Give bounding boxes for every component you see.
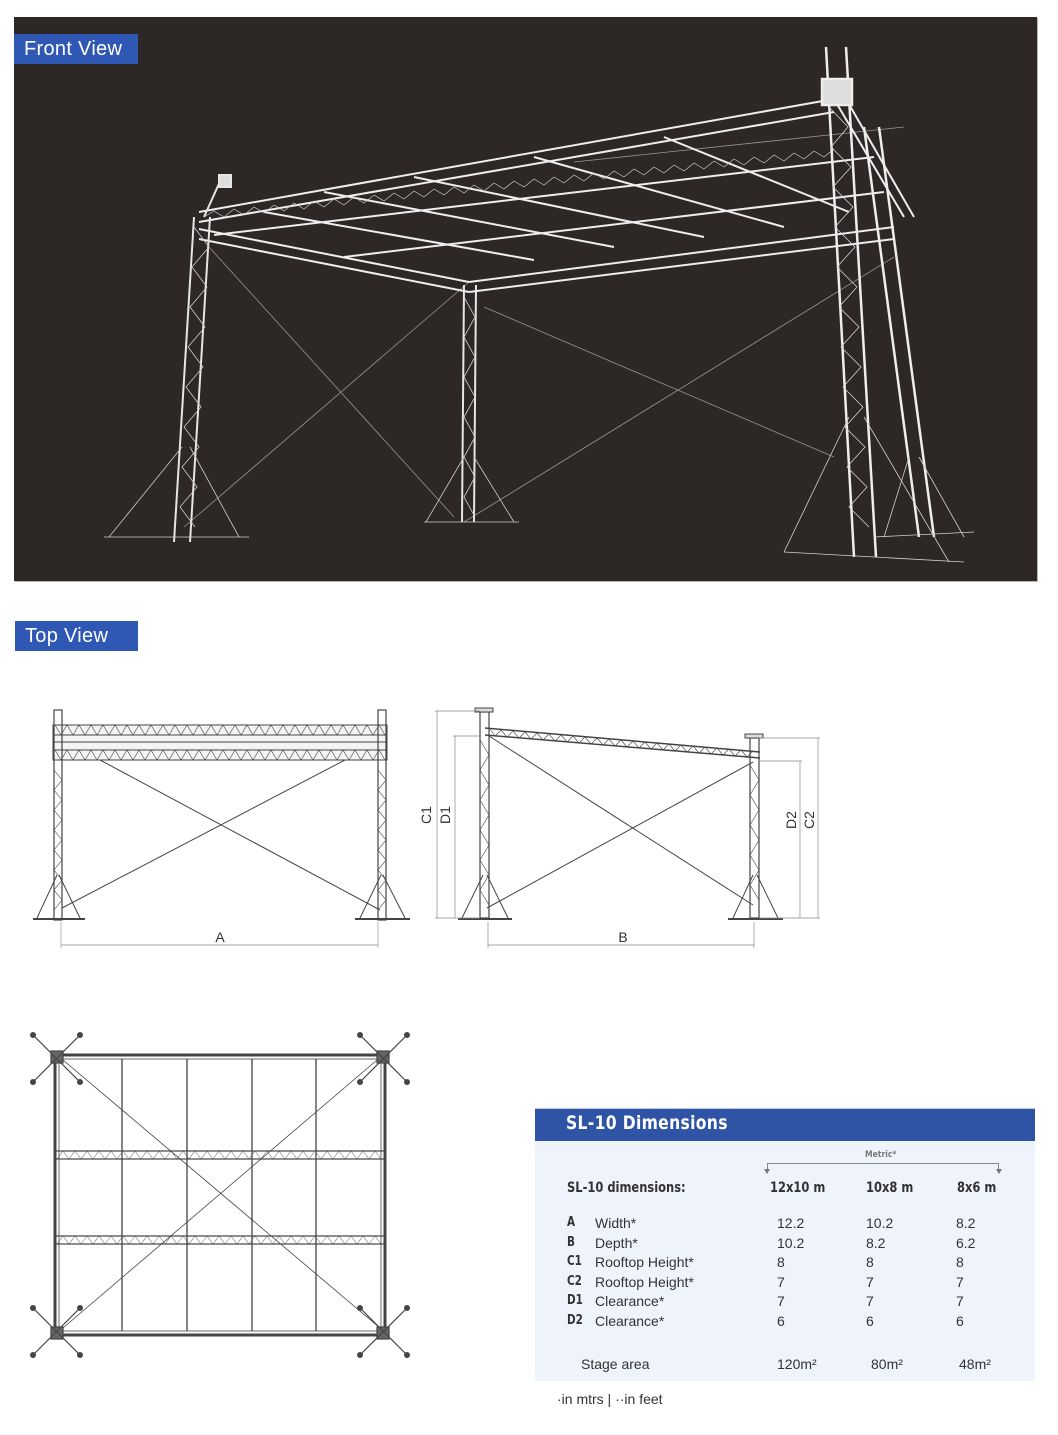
stage-area-row bbox=[535, 1356, 1035, 1376]
column-header: 12x10 m bbox=[770, 1180, 826, 1196]
cell-value: 7 bbox=[956, 1274, 964, 1290]
truss-stage-render bbox=[14, 17, 1037, 581]
arrow-down-icon bbox=[764, 1169, 770, 1174]
table-row bbox=[535, 1293, 1035, 1313]
cell-value: 7 bbox=[866, 1274, 874, 1290]
units-footnote: ·in mtrs | ··in feet bbox=[557, 1391, 663, 1407]
metric-label: Metric* bbox=[865, 1150, 897, 1160]
table-row bbox=[535, 1254, 1035, 1274]
dimension-label-d2: D2 bbox=[783, 811, 799, 829]
cell-value: 6 bbox=[866, 1313, 874, 1329]
cell-value: 6 bbox=[777, 1313, 785, 1329]
table-row bbox=[535, 1215, 1035, 1235]
row-label: Width* bbox=[595, 1215, 637, 1231]
row-code: B bbox=[567, 1235, 575, 1250]
dimension-label-b: B bbox=[618, 929, 628, 945]
front-elevation-drawing bbox=[25, 700, 415, 950]
stage-area-value: 80m² bbox=[871, 1356, 903, 1372]
cell-value: 6 bbox=[956, 1313, 964, 1329]
cell-value: 7 bbox=[777, 1293, 785, 1309]
row-code: D1 bbox=[567, 1293, 583, 1308]
row-header-label: SL-10 dimensions: bbox=[567, 1180, 686, 1196]
stage-area-value: 48m² bbox=[959, 1356, 991, 1372]
cell-value: 12.2 bbox=[777, 1215, 805, 1231]
table-row bbox=[535, 1313, 1035, 1333]
row-label: Rooftop Height* bbox=[595, 1254, 694, 1270]
cell-value: 8 bbox=[777, 1254, 785, 1270]
front-view-photo bbox=[14, 17, 1037, 581]
cell-value: 7 bbox=[777, 1274, 785, 1290]
cell-value: 6.2 bbox=[956, 1235, 976, 1251]
row-label: Clearance* bbox=[595, 1293, 665, 1309]
stage-area-value: 120m² bbox=[777, 1356, 817, 1372]
front-view-label: Front View bbox=[14, 34, 138, 64]
dimension-label-c2: C2 bbox=[801, 811, 817, 829]
cell-value: 8 bbox=[956, 1254, 964, 1270]
dimension-label-d1: D1 bbox=[437, 806, 453, 824]
cell-value: 10.2 bbox=[777, 1235, 805, 1251]
table-row bbox=[535, 1235, 1035, 1255]
cell-value: 7 bbox=[956, 1293, 964, 1309]
cell-value: 8 bbox=[866, 1254, 874, 1270]
row-code: C2 bbox=[567, 1274, 582, 1289]
side-elevation-drawing bbox=[415, 700, 835, 950]
row-code: C1 bbox=[567, 1254, 582, 1269]
row-code: D2 bbox=[567, 1313, 583, 1328]
row-label: Rooftop Height* bbox=[595, 1274, 694, 1290]
top-view-label: Top View bbox=[15, 621, 138, 651]
column-header: 8x6 m bbox=[957, 1180, 997, 1196]
row-label: Clearance* bbox=[595, 1313, 665, 1329]
dimensions-panel bbox=[535, 1108, 1035, 1381]
metric-bracket bbox=[767, 1163, 999, 1172]
stage-area-label: Stage area bbox=[581, 1356, 650, 1372]
table-row bbox=[535, 1274, 1035, 1294]
plan-view-drawing bbox=[25, 1030, 415, 1360]
row-code: A bbox=[567, 1215, 576, 1230]
dimensions-panel-header bbox=[535, 1108, 1035, 1141]
dimension-label-a: A bbox=[215, 929, 225, 945]
column-header: 10x8 m bbox=[866, 1180, 914, 1196]
dimension-label-c1: C1 bbox=[418, 806, 434, 824]
arrow-down-icon bbox=[996, 1169, 1002, 1174]
row-label: Depth* bbox=[595, 1235, 638, 1251]
dimensions-panel-title: SL-10 Dimensions bbox=[566, 1112, 728, 1134]
cell-value: 10.2 bbox=[866, 1215, 894, 1231]
cell-value: 7 bbox=[866, 1293, 874, 1309]
cell-value: 8.2 bbox=[956, 1215, 976, 1231]
cell-value: 8.2 bbox=[866, 1235, 886, 1251]
